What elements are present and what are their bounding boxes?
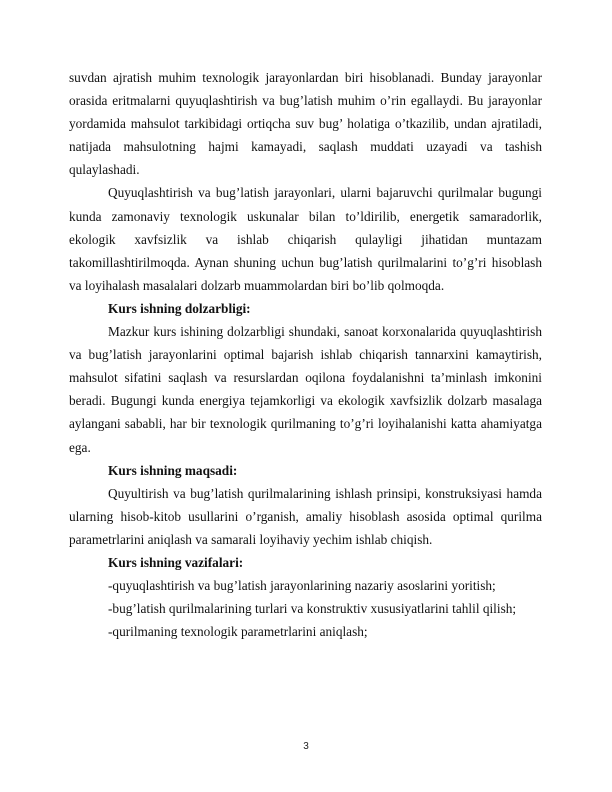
paragraph-goal: Quyultirish va bug’latish qurilmalarining ishlash prinsipi, konstruksiyasi hamda ularning hisob-kitob usullarini o’rganish, amaliy hisoblash asosida optimal qurilma parametrlarini aniqlash va samarali loyihaviy yechim ishlab chiqish. xyxy=(69,485,542,547)
document-page xyxy=(69,66,542,643)
paragraph-intro-continued: suvdan ajratish muhim texnologik jarayonlardan biri hisoblanadi. Bunday jarayonlar orasida eritmalarni quyuqlashtirish va bug’latish muhim o’rin egallaydi. Bu jarayonlar yordamida mahsulot tarkibidagi ortiqcha suv bug’ holatiga o’tkazilib, undan ajratiladi, natijada mahsulotning hajmi kamayadi, saqlash muddati uzayadi va tashish qulaylashadi. xyxy=(69,70,542,178)
task-item-1: -quyuqlashtirish va bug’latish jarayonlarining nazariy asoslarini yoritish; xyxy=(108,578,496,594)
task-item-3: -qurilmaning texnologik parametrlarini aniqlash; xyxy=(108,624,368,640)
paragraph-relevance: Mazkur kurs ishining dolzarbligi shundaki, sanoat korxonalarida quyuqlashtirish va bug’latish jarayonlarini optimal bajarish ishlab chiqarish tannarxini kamaytirish, mahsulot sifatini saqlash va resurslardan oqilona foydalanishni ta’minlash imkonini beradi. Bugungi kunda energiya tejamkorligi va ekologik xavfsizlik dolzarb masalaga aylangani sababli, har bir texnologik qurilmaning to’g’ri loyihalanishi katta ahamiyatga ega. xyxy=(69,324,542,455)
heading-goal: Kurs ishning maqsadi: xyxy=(108,462,238,478)
paragraph-processes: Quyuqlashtirish va bug’latish jarayonlari, ularni bajaruvchi qurilmalar bugungi kunda zamonaviy texnologik uskunalar bilan to’ldirilib, energetik samaradorlik, ekologik xavfsizlik va ishlab chiqarish qulayligi jihatidan muntazam takomillashtirilmoqda. Aynan shuning uchun bug’latish qurilmalarini to’g’ri hisoblash va loyihalash masalalari dolzarb muammolardan biri bo’lib qolmoqda. xyxy=(69,185,542,293)
task-item-2: -bug’latish qurilmalarining turlari va konstruktiv xususiyatlarini tahlil qilish; xyxy=(108,601,517,617)
heading-tasks: Kurs ishning vazifalari: xyxy=(108,554,244,570)
page-number: 3 xyxy=(303,741,309,752)
heading-relevance: Kurs ishning dolzarbligi: xyxy=(108,300,251,316)
